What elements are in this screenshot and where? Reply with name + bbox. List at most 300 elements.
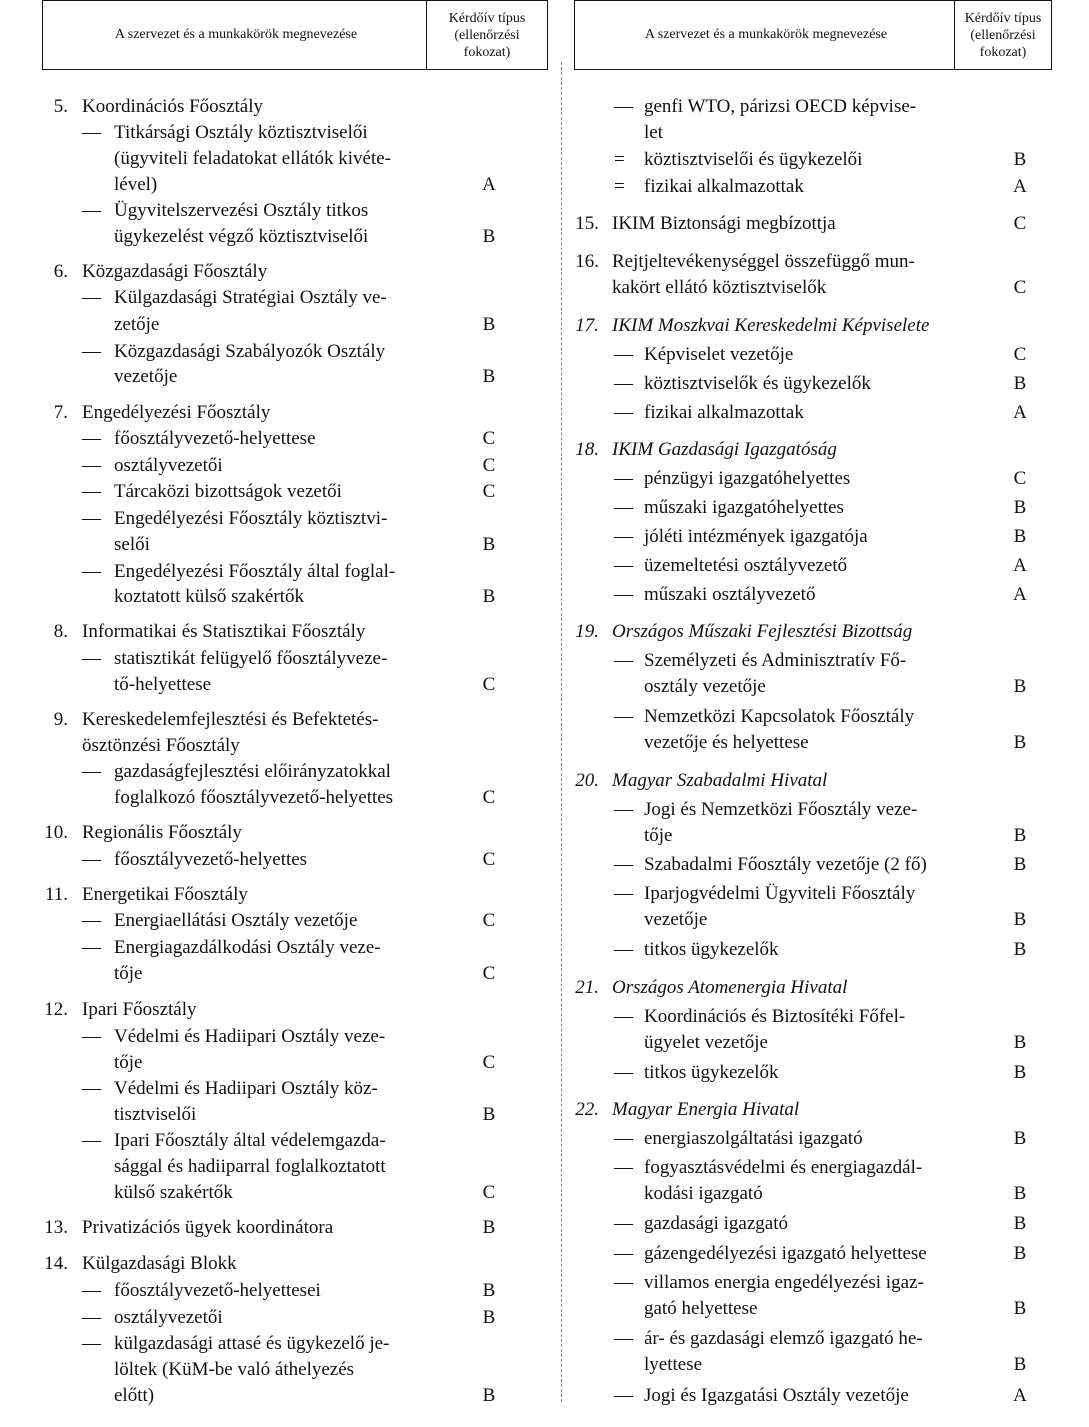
section-number: 11.: [44, 884, 68, 905]
questionnaire-type-code: B: [1013, 1298, 1027, 1319]
questionnaire-type-code: B: [1013, 1354, 1027, 1375]
list-dash: —: [614, 1272, 633, 1293]
position-name: ár- és gazdasági elemző igazgató he-: [644, 1328, 923, 1349]
list-dash: —: [614, 799, 633, 820]
section-number: 20.: [575, 770, 599, 791]
list-item: [42, 1050, 548, 1076]
list-dash: —: [82, 1333, 101, 1354]
section-title: Rejtjeltevékenységgel összefüggő mun-: [612, 251, 915, 272]
section-heading-row: [42, 619, 548, 645]
section-title: Külgazdasági Blokk: [82, 1253, 237, 1274]
list-item: [42, 120, 548, 146]
position-name: főosztályvezető-helyettes: [114, 849, 308, 870]
position-name: főosztályvezető-helyettese: [114, 428, 316, 449]
position-name: gazdasági igazgató: [644, 1213, 789, 1234]
position-name-continued: tője: [114, 963, 143, 984]
section-heading-row: [42, 94, 548, 120]
position-name: fizikai alkalmazottak: [644, 402, 804, 423]
position-name: gázengedélyezési igazgató helyettese: [644, 1243, 927, 1264]
list-item: [42, 672, 548, 698]
list-item: [42, 1180, 548, 1206]
position-name: külgazdasági attasé és ügykezelő je-: [114, 1333, 390, 1354]
position-name: Szabadalmi Főosztály vezetője (2 fő): [644, 854, 927, 875]
position-name: jóléti intézmények igazgatója: [644, 526, 868, 547]
list-dash: —: [82, 341, 101, 362]
list-dash: —: [82, 428, 101, 449]
position-name-continued: lével): [114, 174, 158, 195]
header-questionnaire-type: Kérdőív típus (ellenőrzési fokozat): [426, 1, 547, 69]
position-name: villamos energia engedélyezési igaz-: [644, 1272, 924, 1293]
list-dash: —: [614, 1213, 633, 1234]
questionnaire-type-code: A: [1013, 402, 1027, 423]
list-item: [574, 907, 1052, 933]
list-dash: —: [614, 1006, 633, 1027]
questionnaire-type-code: B: [482, 366, 496, 387]
questionnaire-type-code: B: [1013, 909, 1027, 930]
questionnaire-type-code: B: [1013, 1032, 1027, 1053]
questionnaire-type-code: B: [1013, 1243, 1027, 1264]
list-dash: —: [82, 481, 101, 502]
section-number: 17.: [575, 315, 599, 336]
section-heading-row: [42, 400, 548, 426]
questionnaire-type-code: B: [1013, 676, 1027, 697]
list-dash: —: [614, 883, 633, 904]
position-name: köztisztviselői és ügykezelői: [644, 149, 863, 170]
list-dash: —: [82, 287, 101, 308]
position-name-continued: (ügyviteli feladatokat ellátók kivéte-: [114, 148, 391, 169]
section-heading-row: [574, 975, 1052, 1001]
questionnaire-type-code: C: [1013, 344, 1027, 365]
questionnaire-type-code: A: [1013, 555, 1027, 576]
list-item: [42, 479, 548, 505]
questionnaire-type-code: B: [1013, 854, 1027, 875]
position-name: Jogi és Igazgatási Osztály vezetője: [644, 1385, 909, 1406]
list-item: [42, 1305, 548, 1331]
position-name: Közgazdasági Szabályozók Osztály: [114, 341, 386, 362]
section-heading-row: [42, 707, 548, 733]
list-dash: —: [82, 937, 101, 958]
list-dash: —: [614, 706, 633, 727]
list-dash: —: [82, 1026, 101, 1047]
section-heading-row: [574, 1097, 1052, 1123]
list-item: [574, 1004, 1052, 1030]
section-title: Kereskedelemfejlesztési és Befektetés-: [82, 709, 379, 730]
section-title: Magyar Energia Hivatal: [612, 1099, 800, 1120]
list-item: [42, 312, 548, 338]
position-name-continued: osztály vezetője: [644, 676, 766, 697]
questionnaire-type-code: B: [482, 1217, 496, 1238]
section-number: 7.: [53, 402, 68, 423]
position-name: genfi WTO, párizsi OECD képvise-: [644, 96, 917, 117]
list-item: [574, 1270, 1052, 1296]
questionnaire-type-code: A: [1013, 584, 1027, 605]
section-number: 12.: [44, 999, 68, 1020]
section-number: 19.: [575, 621, 599, 642]
list-dash: —: [82, 910, 101, 931]
section-title: Országos Atomenergia Hivatal: [612, 977, 848, 998]
questionnaire-type-code: C: [482, 455, 496, 476]
list-item: [574, 466, 1052, 492]
list-item: [574, 797, 1052, 823]
questionnaire-type-code: B: [1013, 1128, 1027, 1149]
list-item: [42, 426, 548, 452]
section-heading-row: [42, 1251, 548, 1277]
questionnaire-type-code: C: [482, 849, 496, 870]
questionnaire-type-code: C: [482, 910, 496, 931]
list-item: [42, 198, 548, 224]
list-dash: —: [614, 854, 633, 875]
questionnaire-type-code: C: [482, 428, 496, 449]
list-item: [42, 1357, 548, 1383]
list-dash: —: [614, 96, 633, 117]
position-name: Tárcaközi bizottságok vezetői: [114, 481, 342, 502]
position-name: gazdaságfejlesztési előirányzatokkal: [114, 761, 391, 782]
list-item: [574, 1211, 1052, 1237]
section-title: Országos Műszaki Fejlesztési Bizottság: [612, 621, 913, 642]
list-dash: —: [614, 1157, 633, 1178]
list-item: [42, 646, 548, 672]
questionnaire-type-code: A: [1013, 1385, 1027, 1406]
section-number: 10.: [44, 822, 68, 843]
position-name: köztisztviselők és ügykezelők: [644, 373, 871, 394]
position-name-continued: zetője: [114, 314, 160, 335]
section-number: 16.: [575, 251, 599, 272]
questionnaire-type-code: B: [482, 314, 496, 335]
questionnaire-type-code: B: [482, 226, 496, 247]
questionnaire-type-code: C: [482, 674, 496, 695]
position-name-continued: előtt): [114, 1385, 155, 1406]
list-dash: —: [82, 508, 101, 529]
questionnaire-type-code: B: [482, 1385, 496, 1406]
list-item: [42, 1331, 548, 1357]
list-item: [42, 146, 548, 172]
list-dash: —: [82, 122, 101, 143]
position-name: Engedélyezési Főosztály köztisztvi-: [114, 508, 388, 529]
table-header-right: [574, 0, 1052, 70]
list-item: [574, 1241, 1052, 1267]
list-dash: —: [82, 455, 101, 476]
list-item: [42, 506, 548, 532]
section-title-continued: kakört ellátó köztisztviselők: [612, 277, 827, 298]
list-dash: —: [614, 1328, 633, 1349]
list-item: [574, 174, 1052, 200]
section-heading-row: [42, 882, 548, 908]
position-name-continued: kodási igazgató: [644, 1183, 763, 1204]
list-item: [42, 759, 548, 785]
questionnaire-type-code: B: [1013, 149, 1027, 170]
position-name: üzemeltetési osztályvezető: [644, 555, 848, 576]
questionnaire-type-code: B: [482, 1280, 496, 1301]
list-item: [42, 339, 548, 365]
list-item: [42, 364, 548, 390]
section-number: 9.: [53, 709, 68, 730]
list-item: [42, 532, 548, 558]
list-item: [42, 453, 548, 479]
position-name-continued: tisztviselői: [114, 1104, 197, 1125]
section-heading-row: [574, 437, 1052, 463]
list-item: [574, 1352, 1052, 1378]
position-name-continued: let: [644, 122, 663, 143]
list-item: [574, 120, 1052, 146]
list-item: [42, 172, 548, 198]
list-dash: —: [614, 1385, 633, 1406]
questionnaire-type-code: C: [482, 787, 496, 808]
questionnaire-type-code: B: [482, 534, 496, 555]
section-title: IKIM Biztonsági megbízottja: [612, 213, 836, 234]
questionnaire-type-code: A: [482, 174, 496, 195]
questionnaire-type-code: B: [482, 1307, 496, 1328]
section-title: Magyar Szabadalmi Hivatal: [612, 770, 828, 791]
list-item: [574, 1060, 1052, 1086]
questionnaire-type-code: B: [1013, 1183, 1027, 1204]
section-title: IKIM Moszkvai Kereskedelmi Képviselete: [612, 315, 930, 336]
position-name: Ügyvitelszervezési Osztály titkos: [114, 200, 369, 221]
list-dash: —: [614, 584, 633, 605]
section-title: Informatikai és Statisztikai Főosztály: [82, 621, 366, 642]
list-dash: —: [614, 497, 633, 518]
position-name: Ipari Főosztály által védelemgazda-: [114, 1130, 386, 1151]
position-name-continued: selői: [114, 534, 150, 555]
list-dash: —: [82, 761, 101, 782]
section-heading-row: [574, 249, 1052, 275]
section-heading-row: [42, 997, 548, 1023]
list-item: [574, 342, 1052, 368]
section-number: 8.: [53, 621, 68, 642]
left-column: [42, 0, 548, 1406]
position-name: műszaki osztályvezető: [644, 584, 816, 605]
column-separator: [561, 62, 562, 1402]
header-org-name: A szervezet és a munkakörök megnevezése: [114, 27, 358, 42]
questionnaire-type-code: C: [482, 1182, 496, 1203]
list-dash: —: [614, 373, 633, 394]
list-dash: —: [614, 939, 633, 960]
questionnaire-type-code: B: [1013, 526, 1027, 547]
section-number: 13.: [44, 1217, 68, 1238]
questionnaire-type-code: B: [1013, 373, 1027, 394]
questionnaire-type-code: B: [1013, 1213, 1027, 1234]
position-name: Koordinációs és Biztosítéki Főfel-: [644, 1006, 906, 1027]
section-title: IKIM Gazdasági Igazgatóság: [612, 439, 837, 460]
list-item: [574, 400, 1052, 426]
list-dash: —: [82, 1078, 101, 1099]
section-number: 21.: [575, 977, 599, 998]
list-dash: =: [614, 176, 625, 197]
list-item: [574, 730, 1052, 756]
position-name-continued: ügyelet vezetője: [644, 1032, 768, 1053]
list-item: [42, 908, 548, 934]
list-item: [574, 582, 1052, 608]
list-item: [574, 1126, 1052, 1152]
position-name: Védelmi és Hadiipari Osztály köz-: [114, 1078, 378, 1099]
list-dash: —: [614, 468, 633, 489]
position-name: statisztikát felügyelő főosztályveze-: [114, 648, 388, 669]
section-number: 14.: [44, 1253, 68, 1274]
list-item: [42, 935, 548, 961]
list-item: [574, 553, 1052, 579]
position-name-continued: tője: [644, 825, 673, 846]
section-heading-row: [42, 820, 548, 846]
list-item: [574, 524, 1052, 550]
position-name: Személyzeti és Adminisztratív Fő-: [644, 650, 907, 671]
table-header-left: [42, 0, 548, 70]
header-org-name: A szervezet és a munkakörök megnevezése: [644, 27, 888, 42]
position-name-continued: gató helyettese: [644, 1298, 758, 1319]
position-name: osztályvezetői: [114, 455, 223, 476]
questionnaire-type-code: B: [1013, 732, 1027, 753]
list-item: [574, 1030, 1052, 1056]
position-name: Iparjogvédelmi Ügyviteli Főosztály: [644, 883, 916, 904]
position-name-continued: löltek (KüM-be való áthelyezés: [114, 1359, 355, 1380]
questionnaire-type-code: C: [482, 1052, 496, 1073]
list-item: [42, 1128, 548, 1154]
questionnaire-type-code: B: [482, 586, 496, 607]
questionnaire-type-code: C: [482, 481, 496, 502]
list-item: [574, 1181, 1052, 1207]
list-dash: —: [82, 200, 101, 221]
section-number: 18.: [575, 439, 599, 460]
questionnaire-type-code: B: [482, 1104, 496, 1125]
list-item: [574, 937, 1052, 963]
list-item: [574, 648, 1052, 674]
list-item: [42, 733, 548, 759]
position-name-continued: vezetője: [114, 366, 178, 387]
list-item: [574, 823, 1052, 849]
list-item: [574, 1155, 1052, 1181]
list-item: [42, 1154, 548, 1180]
section-heading-row: [574, 211, 1052, 237]
list-item: [574, 1296, 1052, 1322]
list-item: [42, 584, 548, 610]
list-item: [42, 285, 548, 311]
section-heading-row: [42, 1215, 548, 1241]
list-item: [574, 704, 1052, 730]
section-heading-row: [42, 259, 548, 285]
questionnaire-type-code: C: [1013, 213, 1027, 234]
section-number: 5.: [53, 96, 68, 117]
list-item: [42, 559, 548, 585]
list-item: [574, 94, 1052, 120]
list-dash: —: [614, 1243, 633, 1264]
list-item: [42, 961, 548, 987]
position-name-continued: sággal és hadiiparral foglalkoztatott: [114, 1156, 386, 1177]
questionnaire-type-code: B: [1013, 825, 1027, 846]
questionnaire-type-code: B: [1013, 939, 1027, 960]
section-title: Engedélyezési Főosztály: [82, 402, 271, 423]
section-title: Koordinációs Főosztály: [82, 96, 264, 117]
position-name: fizikai alkalmazottak: [644, 176, 804, 197]
section-number: 15.: [575, 213, 599, 234]
position-name-continued: tője: [114, 1052, 143, 1073]
list-dash: —: [82, 648, 101, 669]
list-item: [42, 785, 548, 811]
section-title: Ipari Főosztály: [82, 999, 197, 1020]
list-dash: —: [614, 402, 633, 423]
position-name: főosztályvezető-helyettesei: [114, 1280, 321, 1301]
list-item: [574, 1326, 1052, 1352]
section-heading-row: [574, 768, 1052, 794]
list-item: [574, 495, 1052, 521]
list-item: [42, 224, 548, 250]
list-dash: —: [82, 849, 101, 870]
section-title: Energetikai Főosztály: [82, 884, 248, 905]
position-name: pénzügyi igazgatóhelyettes: [644, 468, 851, 489]
position-name-continued: ügykezelést végző köztisztviselői: [114, 226, 369, 247]
position-name: Energiagazdálkodási Osztály veze-: [114, 937, 381, 958]
list-dash: —: [82, 1280, 101, 1301]
list-item: [574, 275, 1052, 301]
position-name: Titkársági Osztály köztisztviselői: [114, 122, 368, 143]
questionnaire-type-code: B: [1013, 1062, 1027, 1083]
list-item: [574, 852, 1052, 878]
list-dash: —: [614, 555, 633, 576]
section-title: Regionális Főosztály: [82, 822, 242, 843]
position-name: Védelmi és Hadiipari Osztály veze-: [114, 1026, 386, 1047]
list-dash: —: [82, 1307, 101, 1328]
list-dash: —: [82, 561, 101, 582]
section-number: 22.: [575, 1099, 599, 1120]
position-name: Engedélyezési Főosztály által foglal-: [114, 561, 396, 582]
position-name: titkos ügykezelők: [644, 939, 779, 960]
position-name: osztályvezetői: [114, 1307, 223, 1328]
list-item: [42, 1278, 548, 1304]
position-name: fogyasztásvédelmi és energiagazdál-: [644, 1157, 923, 1178]
position-name: Külgazdasági Stratégiai Osztály ve-: [114, 287, 387, 308]
position-name: Jogi és Nemzetközi Főosztály veze-: [644, 799, 918, 820]
position-name: műszaki igazgatóhelyettes: [644, 497, 844, 518]
section-number: 6.: [53, 261, 68, 282]
position-name: Nemzetközi Kapcsolatok Főosztály: [644, 706, 915, 727]
section-title-continued: ösztönzési Főosztály: [82, 735, 240, 756]
list-item: [42, 1024, 548, 1050]
position-name-continued: vezetője és helyettese: [644, 732, 809, 753]
list-dash: =: [614, 149, 625, 170]
list-item: [574, 674, 1052, 700]
list-dash: —: [614, 650, 633, 671]
position-name-continued: lyettese: [644, 1354, 703, 1375]
position-name: energiaszolgáltatási igazgató: [644, 1128, 863, 1149]
list-dash: —: [614, 526, 633, 547]
position-name: Energiaellátási Osztály vezetője: [114, 910, 358, 931]
position-name: titkos ügykezelők: [644, 1062, 779, 1083]
questionnaire-type-code: B: [1013, 497, 1027, 518]
section-heading-row: [574, 313, 1052, 339]
position-name-continued: vezetője: [644, 909, 708, 930]
questionnaire-type-code: A: [1013, 176, 1027, 197]
list-dash: —: [614, 344, 633, 365]
list-item: [574, 881, 1052, 907]
questionnaire-type-code: C: [482, 963, 496, 984]
list-item: [42, 1076, 548, 1102]
position-name-continued: külső szakértők: [114, 1182, 233, 1203]
position-name-continued: foglalkozó főosztályvezető-helyettes: [114, 787, 394, 808]
list-dash: —: [82, 1130, 101, 1151]
list-dash: —: [614, 1128, 633, 1149]
list-dash: —: [614, 1062, 633, 1083]
questionnaire-type-code: C: [1013, 277, 1027, 298]
list-item: [574, 371, 1052, 397]
list-item: [42, 1102, 548, 1128]
list-item: [574, 1383, 1052, 1409]
header-questionnaire-type: Kérdőív típus (ellenőrzési fokozat): [954, 1, 1051, 69]
position-name: Képviselet vezetője: [644, 344, 794, 365]
questionnaire-type-code: C: [1013, 468, 1027, 489]
list-item: [42, 847, 548, 873]
section-heading-row: [574, 619, 1052, 645]
list-item: [42, 1383, 548, 1409]
position-name-continued: koztatott külső szakértők: [114, 586, 304, 607]
right-column: [574, 0, 1052, 1406]
position-name-continued: tő-helyettese: [114, 674, 212, 695]
